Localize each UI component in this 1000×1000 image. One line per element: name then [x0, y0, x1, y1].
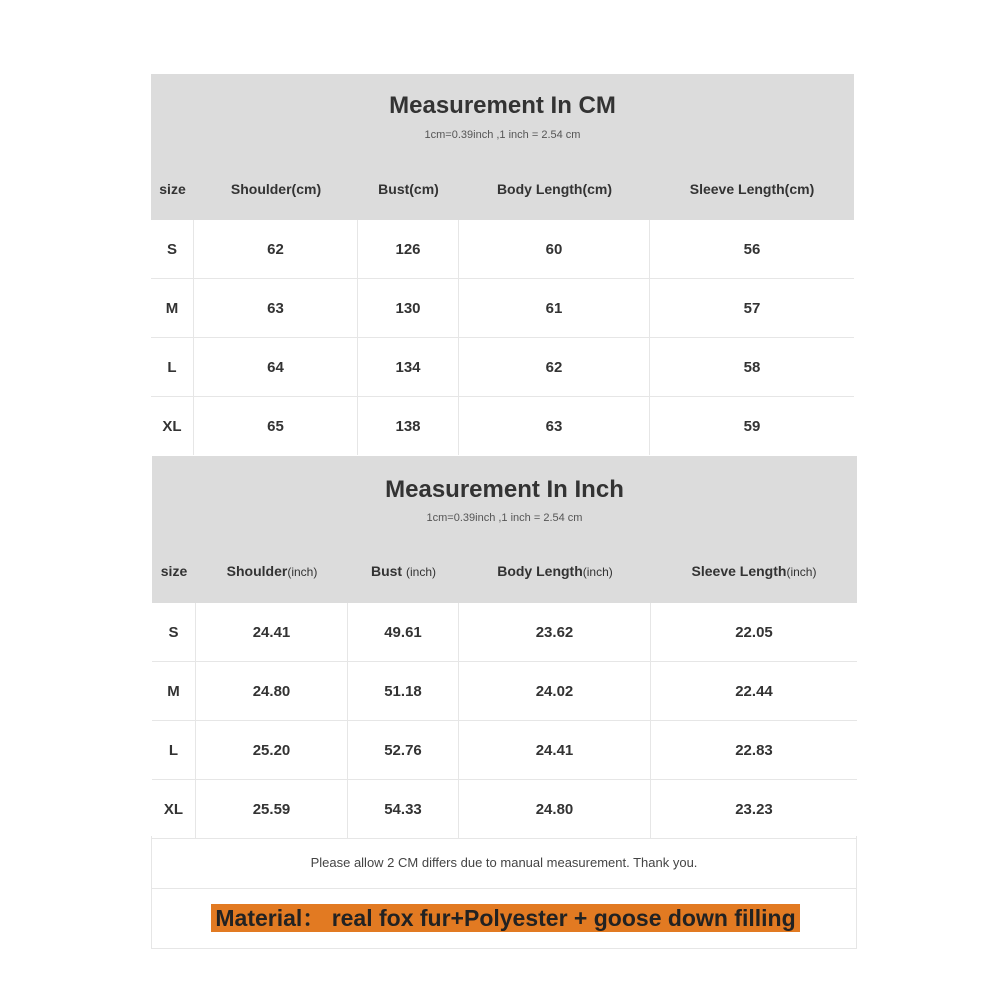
sleeve-length-cell: 57 [743, 299, 761, 317]
shoulder-cell: 64 [194, 338, 358, 396]
column-header-sleeve-length: Sleeve Length(cm) [689, 181, 815, 197]
bust-cell: 134 [358, 338, 459, 396]
cm-measurement-table [151, 74, 854, 455]
size-cell: XL [152, 780, 196, 838]
inch-column-headers [152, 563, 857, 579]
cm-table-title: Measurement In CM [389, 92, 616, 119]
column-header-size: size [160, 563, 188, 579]
cm-table-header [151, 74, 854, 220]
bust-cell: 126 [358, 220, 459, 278]
body-length-cell: 63 [459, 397, 650, 455]
sleeve-length-cell: 22.83 [735, 741, 773, 759]
sleeve-length-cell: 22.44 [735, 682, 773, 700]
shoulder-cell: 24.41 [196, 603, 348, 661]
table-row [152, 603, 857, 662]
size-cell: M [152, 662, 196, 720]
column-header-shoulder: Shoulder(inch) [226, 563, 318, 579]
bust-cell: 54.33 [348, 780, 459, 838]
bust-cell: 138 [358, 397, 459, 455]
measurement-note: Please allow 2 CM differs due to manual measurement. Thank you. [151, 836, 857, 889]
cm-table-body [151, 220, 854, 455]
material-banner: Material： real fox fur+Polyester + goose down filling [211, 904, 800, 932]
size-cell: L [152, 721, 196, 779]
body-length-cell: 24.02 [459, 662, 651, 720]
body-length-cell: 62 [459, 338, 650, 396]
sleeve-length-cell: 23.23 [735, 800, 773, 818]
table-row [152, 662, 857, 721]
shoulder-cell: 63 [194, 279, 358, 337]
table-row [151, 397, 854, 455]
inch-table-header [152, 456, 857, 603]
shoulder-cell: 62 [194, 220, 358, 278]
shoulder-cell: 24.80 [196, 662, 348, 720]
column-header-size: size [159, 181, 186, 197]
column-header-body-length: Body Length(cm) [496, 181, 613, 197]
size-cell: S [152, 603, 196, 661]
bust-cell: 52.76 [348, 721, 459, 779]
body-length-cell: 24.41 [459, 721, 651, 779]
column-header-body-length: Body Length(inch) [497, 563, 613, 579]
column-header-bust: Bust (inch) [370, 563, 436, 579]
body-length-cell: 24.80 [459, 780, 651, 838]
size-cell: S [151, 220, 194, 278]
sleeve-length-cell: 56 [743, 240, 761, 258]
cm-column-headers [151, 181, 854, 197]
inch-table-subtitle: 1cm=0.39inch ,1 inch = 2.54 cm [426, 512, 583, 524]
material-section [151, 889, 857, 949]
inch-table-body [152, 603, 857, 839]
cm-table-subtitle: 1cm=0.39inch ,1 inch = 2.54 cm [424, 129, 581, 141]
shoulder-cell: 25.59 [196, 780, 348, 838]
column-header-bust: Bust(cm) [378, 181, 439, 197]
sleeve-length-cell: 22.05 [735, 623, 773, 641]
table-row [151, 338, 854, 397]
bust-cell: 51.18 [348, 662, 459, 720]
bust-cell: 130 [358, 279, 459, 337]
body-length-cell: 61 [459, 279, 650, 337]
body-length-cell: 23.62 [459, 603, 651, 661]
table-row [152, 780, 857, 839]
size-cell: XL [151, 397, 194, 455]
sleeve-length-cell: 58 [743, 358, 761, 376]
shoulder-cell: 25.20 [196, 721, 348, 779]
table-row [152, 721, 857, 780]
sleeve-length-cell: 59 [743, 417, 761, 435]
bust-cell: 49.61 [348, 603, 459, 661]
inch-table-title: Measurement In Inch [385, 476, 624, 503]
size-cell: M [151, 279, 194, 337]
table-row [151, 279, 854, 338]
size-cell: L [151, 338, 194, 396]
column-header-shoulder: Shoulder(cm) [230, 181, 322, 197]
column-header-sleeve-length: Sleeve Length(inch) [691, 563, 817, 579]
body-length-cell: 60 [459, 220, 650, 278]
inch-measurement-table [152, 456, 857, 839]
shoulder-cell: 65 [194, 397, 358, 455]
table-row [151, 220, 854, 279]
